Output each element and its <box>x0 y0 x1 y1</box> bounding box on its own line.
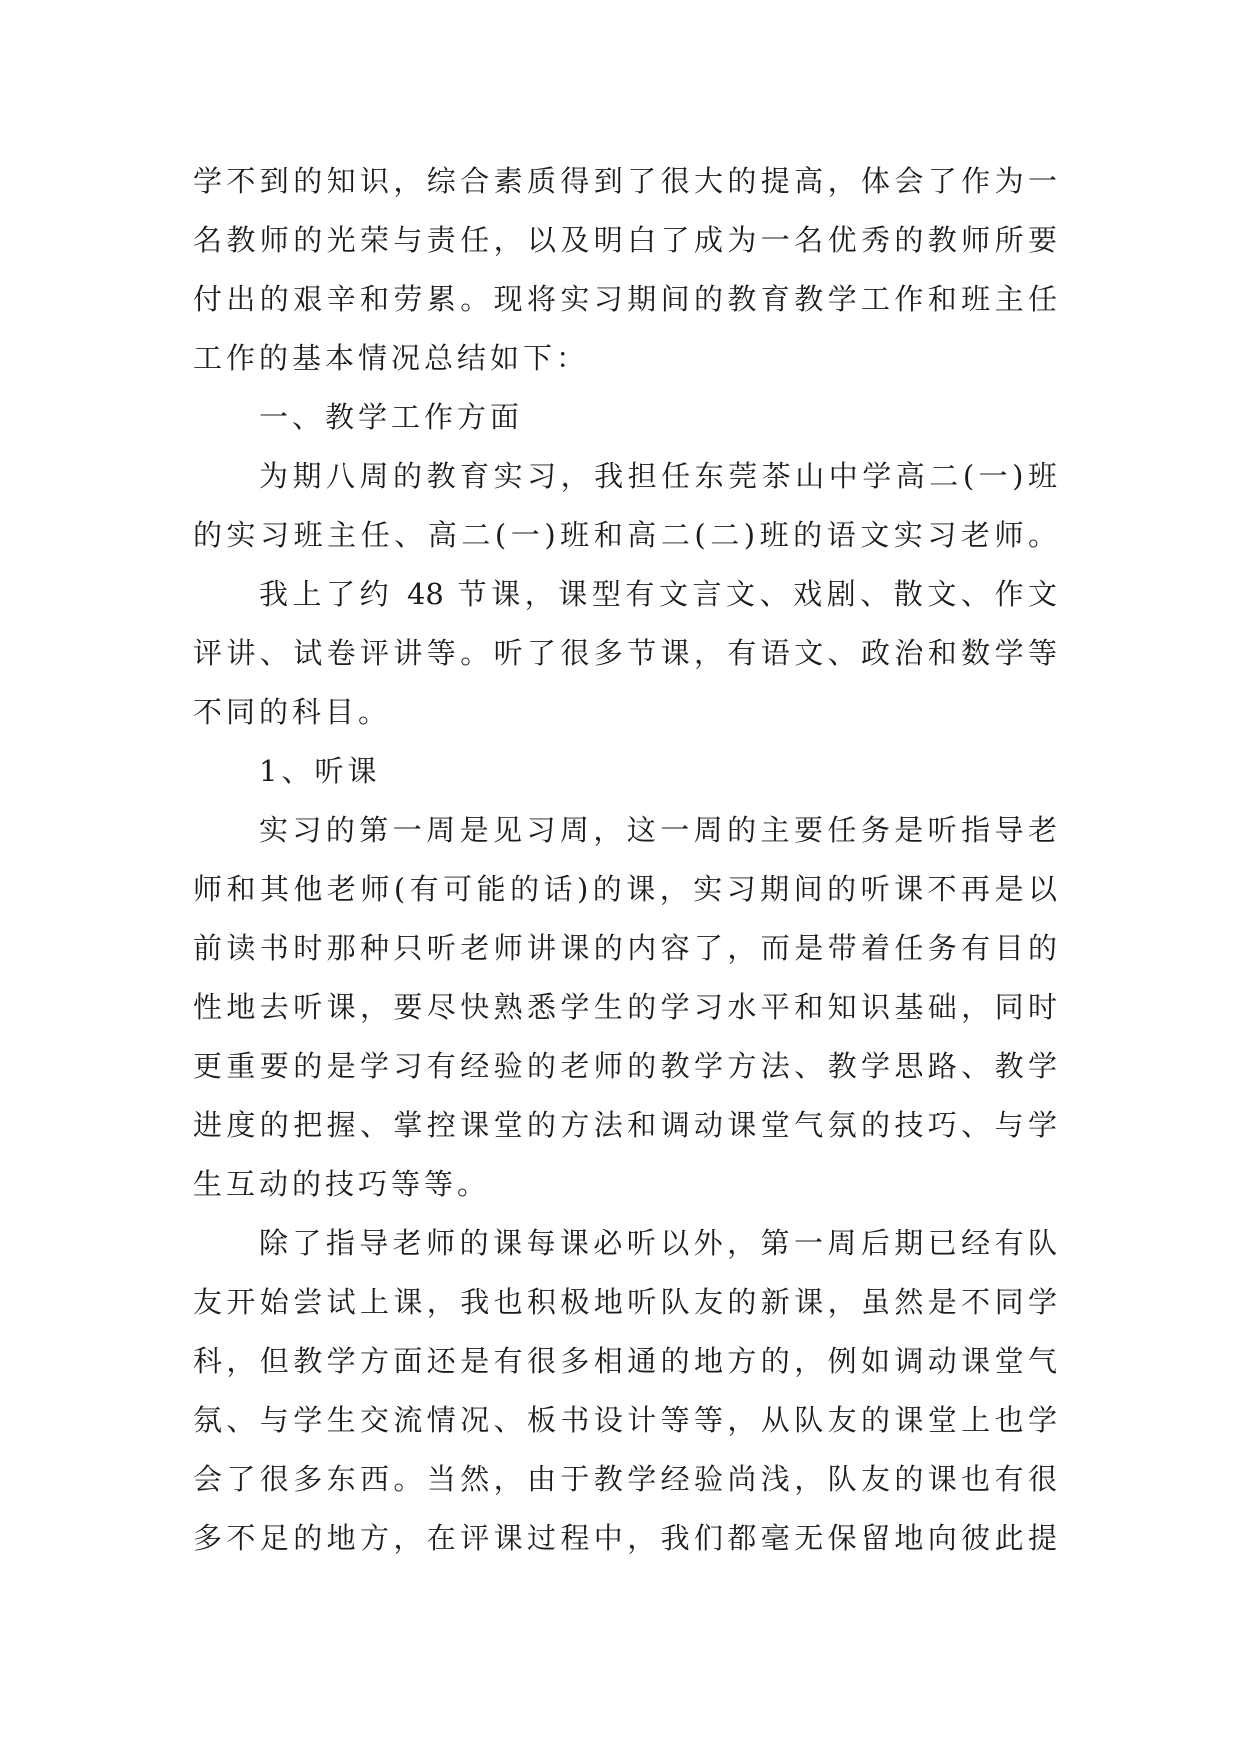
section-heading-text: 一、教学工作方面 <box>259 400 524 434</box>
paragraph <box>193 801 1241 1214</box>
paragraph <box>193 1214 1241 1568</box>
text-line: 为期八周的教育实习，我担任东莞茶山中学高二(一)班 <box>259 459 1057 493</box>
text-line: 多不足的地方，在评课过程中，我们都毫无保留地向彼此提 <box>193 1521 1057 1555</box>
text-line: 氛、与学生交流情况、板书设计等等，从队友的课堂上也学 <box>193 1403 1057 1437</box>
text-line: 实习的第一周是见习周，这一周的主要任务是听指导老 <box>259 813 1057 847</box>
text-line: 评讲、试卷评讲等。听了很多节课，有语文、政治和数学等 <box>193 636 1057 670</box>
text-line: 友开始尝试上课，我也积极地听队友的新课，虽然是不同学 <box>193 1285 1057 1319</box>
text-line: 除了指导老师的课每课必听以外，第一周后期已经有队 <box>259 1226 1057 1260</box>
text-line: 前读书时那种只听老师讲课的内容了，而是带着任务有目的 <box>193 931 1057 965</box>
text-line: 性地去听课，要尽快熟悉学生的学习水平和知识基础，同时 <box>193 990 1057 1024</box>
text-line: 生互动的技巧等等。 <box>193 1167 491 1201</box>
text-line: 付出的艰辛和劳累。现将实习期间的教育教学工作和班主任 <box>193 282 1057 316</box>
text-line: 会了很多东西。当然，由于教学经验尚浅，队友的课也有很 <box>193 1462 1057 1496</box>
paragraph <box>193 152 1241 388</box>
text-line: 师和其他老师(有可能的话)的课，实习期间的听课不再是以 <box>193 872 1057 906</box>
text-line: 工作的基本情况总结如下： <box>193 341 590 375</box>
text-line: 学不到的知识，综合素质得到了很大的提高，体会了作为一 <box>193 164 1057 198</box>
text-line: 更重要的是学习有经验的老师的教学方法、教学思路、教学 <box>193 1049 1057 1083</box>
text-line: 的实习班主任、高二(一)班和高二(二)班的语文实习老师。 <box>193 518 1057 552</box>
paragraph <box>193 565 1241 742</box>
text-line: 进度的把握、掌控课堂的方法和调动课堂气氛的技巧、与学 <box>193 1108 1057 1142</box>
text-line: 我上了约 48 节课，课型有文言文、戏剧、散文、作文 <box>259 577 1057 611</box>
text-line: 科，但教学方面还是有很多相通的地方的，例如调动课堂气 <box>193 1344 1057 1378</box>
text-line: 名教师的光荣与责任，以及明白了成为一名优秀的教师所要 <box>193 223 1057 257</box>
subsection-heading <box>193 742 1241 801</box>
paragraph <box>193 447 1241 565</box>
text-line: 不同的科目。 <box>193 695 392 729</box>
subsection-heading-text: 1、听课 <box>259 754 381 788</box>
section-heading <box>193 388 1241 447</box>
